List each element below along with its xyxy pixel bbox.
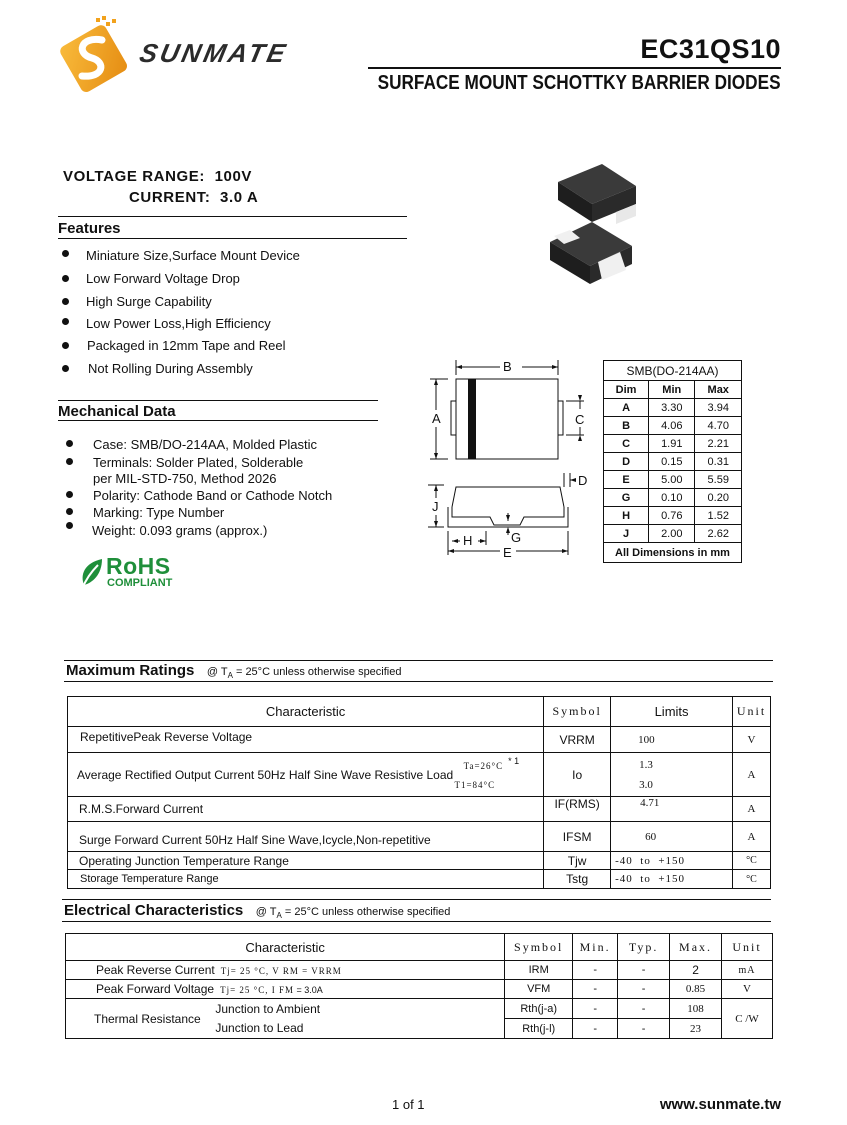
max-ratings-condition: @ $T_A = 25^\circ C$ unless otherwise specified (206, 666, 402, 681)
features-rule-top (58, 216, 407, 217)
list-item: Terminals: Solder Plated, Solderable (64, 455, 332, 471)
table-row: Average Rectified Output Current 50Hz Half Sine Wave Resistive Load Ta=26°C * 1 T1=84°C Io 1.3 3.0 A (68, 753, 771, 797)
column-header: Symbol (544, 697, 611, 727)
table-row: C 1.91 2.21 (604, 435, 742, 453)
features-rule-bottom (58, 238, 407, 239)
current-label: CURRENT: (129, 189, 211, 206)
column-header: Typ. (618, 934, 670, 961)
leaf-icon (78, 557, 106, 591)
list-item: per MIL-STD-750, Method 2026 (93, 471, 277, 486)
package-photo (540, 160, 650, 290)
column-header: Characteristic (66, 934, 505, 961)
list-item: Miniature Size,Surface Mount Device (60, 248, 300, 271)
electrical-heading (64, 902, 450, 920)
table-row: D 0.15 0.31 (604, 453, 742, 471)
list-item: Marking: Type Number (64, 505, 332, 523)
column-header: Max. (670, 934, 722, 961)
column-header: Dim (604, 381, 649, 399)
dim-label-c: C (575, 412, 585, 427)
rohs-text: RoHS (106, 553, 171, 579)
table-row: E 5.00 5.59 (604, 471, 742, 489)
table-row: Storage Temperature Range Tstg -40 to +150 °C (68, 870, 771, 889)
dim-label-a: A (432, 411, 441, 426)
current-rating (129, 189, 258, 206)
max-ratings-table (67, 696, 771, 889)
mech-rule-top (58, 400, 378, 401)
header-divider (368, 67, 781, 69)
brand-wordmark: SUNMATE (136, 38, 291, 68)
table-row: H 0.76 1.52 (604, 507, 742, 525)
website-url[interactable]: www.sunmate.tw (659, 1096, 781, 1113)
voltage-value: 100V (214, 168, 252, 185)
features-list (60, 248, 300, 384)
list-item: Packaged in 12mm Tape and Reel (60, 338, 300, 361)
column-header: Max (695, 381, 742, 399)
list-item: Case: SMB/DO-214AA, Molded Plastic (64, 437, 332, 455)
dim-label-e: E (503, 545, 512, 560)
table-row: RepetitivePeak Reverse Voltage VRRM 100 V (68, 727, 771, 753)
electrical-rule-top (62, 899, 771, 900)
list-item: Low Power Loss,High Efficiency (60, 316, 300, 338)
logo-mark-icon (50, 14, 140, 94)
table-row: Peak Forward Voltage Tj= 25 °C, I FM = 3.0A VFM - - 0.85 V (66, 980, 773, 999)
dimension-drawing (420, 355, 600, 565)
voltage-label: VOLTAGE RANGE: (63, 168, 206, 185)
package-name: SMB(DO-214AA) (604, 361, 742, 381)
table-row: B 4.06 4.70 (604, 417, 742, 435)
table-row: J 2.00 2.62 (604, 525, 742, 543)
current-value: 3.0 A (220, 189, 259, 206)
max-ratings-rule-bottom (64, 681, 773, 682)
table-row: G 0.10 0.20 (604, 489, 742, 507)
dim-label-j: J (432, 499, 439, 514)
column-header: Unit (722, 934, 773, 961)
mechanical-list (64, 437, 332, 541)
max-ratings-rule-top (64, 660, 773, 661)
dimensions-table (603, 360, 742, 563)
list-item: High Surge Capability (60, 294, 300, 316)
voltage-range (63, 168, 252, 185)
table-row: Surge Forward Current 50Hz Half Sine Wave,Icycle,Non-repetitive IFSM 60 A (68, 822, 771, 852)
table-row: Operating Junction Temperature Range Tjw -40 to +150 °C (68, 852, 771, 870)
list-item: Polarity: Cathode Band or Cathode Notch (64, 488, 332, 505)
electrical-condition: @ $T_A = 25^\circ C$ unless otherwise specified (255, 906, 451, 921)
mechanical-title: Mechanical Data (58, 403, 176, 420)
mech-rule-bottom (58, 420, 378, 421)
page-number: 1 of 1 (392, 1097, 425, 1112)
table-row: Peak Reverse Current Tj= 25 °C, V RM = VRRM IRM - - 2 mA (66, 961, 773, 980)
dim-label-d: D (578, 473, 588, 488)
table-row: R.M.S.Forward Current IF(RMS) 4.71 A (68, 797, 771, 822)
column-header: Symbol (505, 934, 573, 961)
list-item: Low Forward Voltage Drop (60, 271, 300, 294)
list-item: Weight: 0.093 grams (approx.) (64, 523, 332, 541)
dim-label-b: B (503, 359, 512, 374)
dimensions-footer: All Dimensions in mm (604, 543, 742, 563)
dim-label-g: G (511, 530, 522, 545)
rohs-compliant: COMPLIANT (107, 577, 173, 589)
features-title: Features (58, 220, 121, 237)
electrical-title: Electrical Characteristics (64, 902, 244, 919)
max-ratings-heading (66, 662, 401, 680)
dim-label-h: H (463, 533, 473, 548)
list-item: Not Rolling During Assembly (60, 361, 300, 384)
product-subtitle: SURFACE MOUNT SCHOTTKY BARRIER DIODES (378, 72, 781, 94)
max-ratings-title: Maximum Ratings (66, 662, 195, 679)
table-row: A 3.30 3.94 (604, 399, 742, 417)
rohs-badge (78, 555, 188, 595)
column-header: Characteristic (68, 697, 544, 727)
electrical-table (65, 933, 773, 1039)
table-row: Thermal Resistance Junction to Ambient Rth(j-a) - - 108 C /W (66, 999, 773, 1019)
column-header: Min (649, 381, 695, 399)
column-header: Min. (573, 934, 618, 961)
part-number: EC31QS10 (640, 34, 781, 64)
electrical-rule-bottom (62, 921, 771, 922)
column-header: Unit (733, 697, 771, 727)
column-header: Limits (611, 697, 733, 727)
table-row: Junction to Lead Rth(j-l) - - 23 (66, 1019, 773, 1039)
